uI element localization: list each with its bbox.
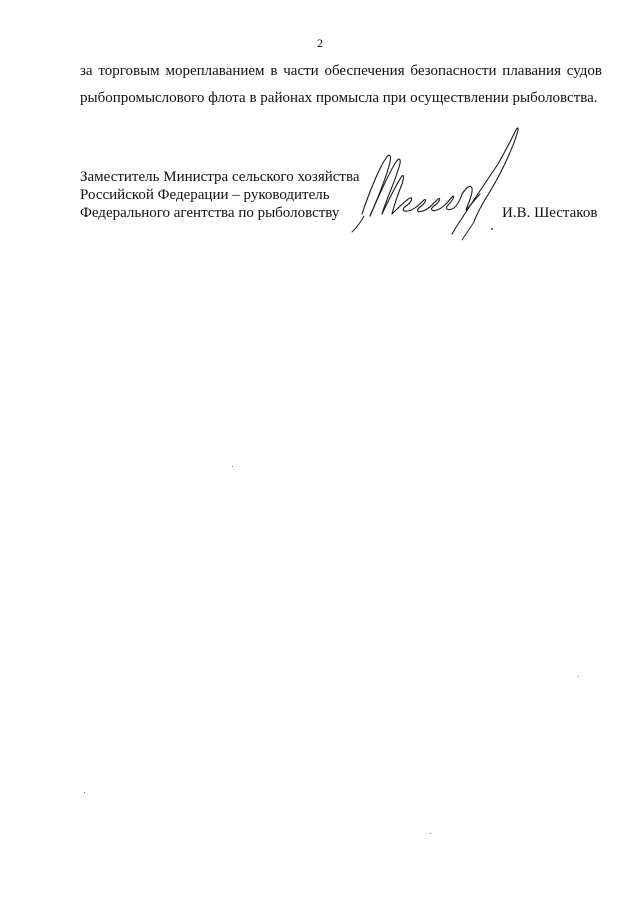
scan-speck bbox=[430, 833, 431, 834]
position-line: Российской Федерации – руководитель bbox=[80, 187, 330, 203]
position-line: Заместитель Министра сельского хозяйства bbox=[80, 169, 360, 185]
handwritten-signature bbox=[340, 118, 540, 243]
scan-speck bbox=[84, 792, 85, 793]
body-text-line: рыбопромыслового флота в районах промысла при осуществлении рыболовства. bbox=[80, 90, 598, 106]
signatory-position bbox=[80, 168, 360, 222]
signatory-name: И.В. Шестаков bbox=[502, 205, 598, 221]
body-text-line: за торговым мореплаванием в части обеспечения безопасности плавания судов bbox=[80, 63, 602, 79]
page-number: 2 bbox=[317, 36, 323, 50]
scan-speck bbox=[232, 466, 233, 467]
scan-speck bbox=[578, 676, 579, 677]
position-line: Федерального агентства по рыболовству bbox=[80, 205, 340, 221]
